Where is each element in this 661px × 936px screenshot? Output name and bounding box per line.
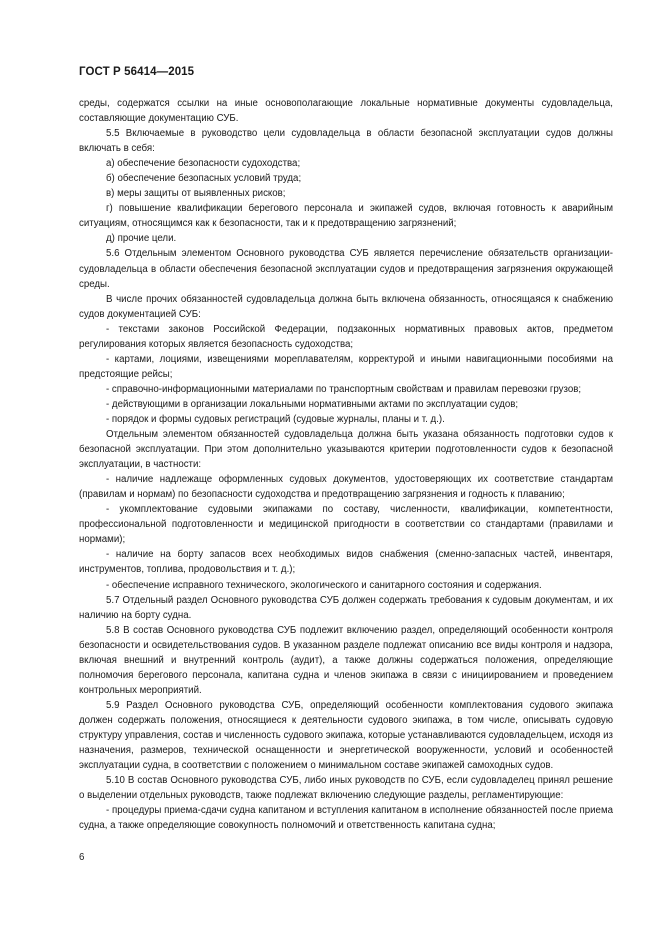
paragraph: 5.6 Отдельным элементом Основного руководства СУБ является перечисление обязательств организации-судовладельца в области обеспечения безопасной эксплуатации судов и предотвращения загрязнения окружающей среды.: [79, 248, 613, 290]
paragraph: среды, содержатся ссылки на иные основополагающие локальные нормативные документы судовладельца, составляющие документацию СУБ.: [79, 98, 613, 125]
paragraph: а) обеспечение безопасности судоходства;: [106, 158, 301, 170]
paragraph: - наличие надлежаще оформленных судовых документов, удостоверяющих их соответствие стандартам (правилам и нормам) по безопасности судоходства и предотвращению загрязнения и годность к плаванию;: [79, 474, 613, 501]
paragraph: - наличие на борту запасов всех необходимых видов снабжения (сменно-запасных частей, инвентаря, инструментов, топлива, продовольствия и т. д.);: [79, 549, 613, 576]
paragraph: 5.8 В состав Основного руководства СУБ подлежит включению раздел, определяющий особенности контроля безопасности и освидетельствования судов. В указанном разделе подлежат описанию все виды контроля и надзора, включая внешний и внутренний контроль (аудит), а также должны содержаться положения, определяющие полномочия берегового персонала, капитана судна и членов экипажа в связи с инициированием и проведением контрольных мероприятий.: [79, 624, 613, 696]
paragraph: - справочно-информационными материалами по транспортным свойствам и правилам перевозки грузов;: [106, 383, 582, 395]
paragraph: 5.10 В состав Основного руководства СУБ, либо иных руководств по СУБ, если судовладелец принял решение о выделении отдельных руководств, также подлежат включению следующие разделы, регламентирующие:: [79, 775, 613, 802]
standard-designation: ГОСТ Р 56414—2015: [79, 66, 195, 78]
paragraph: в) меры защиты от выявленных рисков;: [106, 188, 286, 200]
paragraph: Отдельным элементом обязанностей судовладельца должна быть указана обязанность подготовки судов к безопасной эксплуатации. При этом дополнительно указываются критерии подготовленности судов к безопасной эксплуатации, в частности:: [79, 429, 613, 471]
paragraph: - действующими в организации локальными нормативными актами по эксплуатации судов;: [106, 398, 519, 410]
paragraph: - порядок и формы судовых регистраций (судовые журналы, планы и т. д.).: [106, 413, 445, 425]
paragraph: 5.9 Раздел Основного руководства СУБ, определяющий особенности комплектования судового экипажа должен содержать положения, относящиеся к деятельности судового экипажа, в том числе, описывать судовую структуру управления, состав и численность судового экипажа, которые устанавливаются судовладельцем, исходя из назначения, размеров, технической оснащенности и энергетической вооруженности, условий и особенностей эксплуатации судна, в соответствии с положением о минимальном составе экипажей самоходных судов.: [79, 699, 613, 772]
paragraph: - обеспечение исправного технического, экологического и санитарного состояния и содержания.: [106, 579, 542, 591]
paragraph: б) обеспечение безопасных условий труда;: [106, 173, 302, 185]
paragraph: д) прочие цели.: [106, 233, 177, 245]
paragraph: - картами, лоциями, извещениями мореплавателям, корректурой и иными навигационными пособиями на предстоящие рейсы;: [79, 353, 613, 380]
paragraph: - текстами законов Российской Федерации, подзаконных нормативных правовых актов, предметом регулирования которых является безопасность судоходства;: [79, 323, 613, 350]
paragraph: 5.5 Включаемые в руководство цели судовладельца в области безопасной эксплуатации судов должны включать в себя:: [79, 128, 613, 155]
paragraph: - процедуры приема-сдачи судна капитаном и вступления капитаном в исполнение обязанностей после приема судна, а также определяющие совокупность полномочий и ответственность капитана судна;: [79, 805, 613, 832]
paragraph: - укомплектование судовыми экипажами по составу, численности, квалификации, компетентности, профессиональной подготовленности и медицинской пригодности в соответствии со стандартами (правилами и нормами);: [79, 504, 613, 546]
paragraph: В числе прочих обязанностей судовладельца должна быть включена обязанность, относящаяся к снабжению судов документацией СУБ:: [79, 293, 613, 320]
page-number: 6: [79, 852, 85, 863]
paragraph: 5.7 Отдельный раздел Основного руководства СУБ должен содержать требования к судовым документам, и их наличию на борту судна.: [79, 594, 613, 621]
body-text: [79, 96, 613, 833]
paragraph: г) повышение квалификации берегового персонала и экипажей судов, включая готовность к аварийным ситуациям, относящимся как к безопасности, так и к предотвращению загрязнений;: [79, 203, 613, 230]
